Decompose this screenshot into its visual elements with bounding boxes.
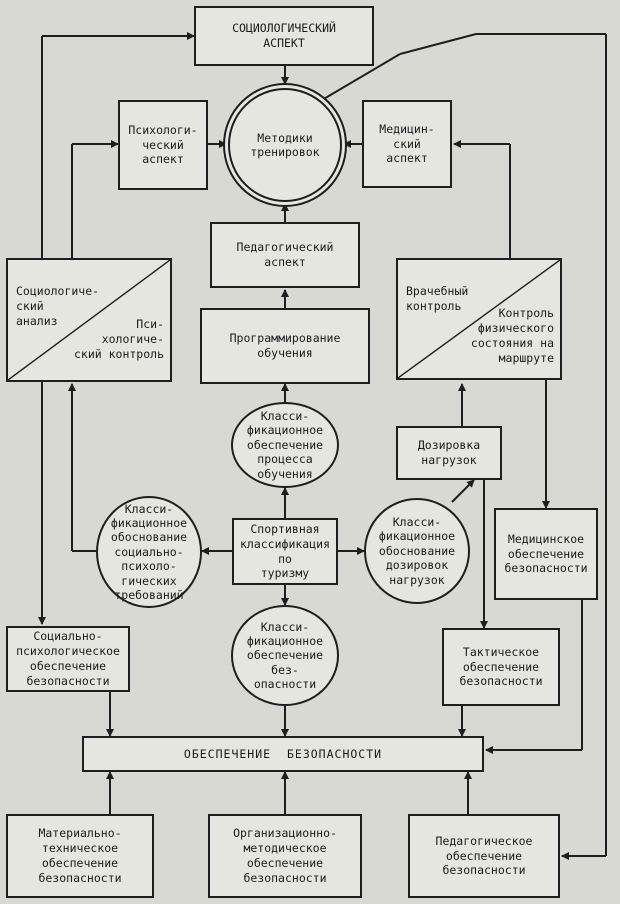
state-control-label: Контроль физического состояния на маршруте — [470, 306, 554, 366]
material-safety-label: Материально- техническое обеспечение безопасности — [38, 826, 122, 885]
tactical-safety-label: Тактическое обеспечение безопасности — [459, 644, 543, 689]
load-dosage-justification-label: Класси- фикационное обоснование дозировок нагрузок — [378, 515, 456, 587]
sociological-aspect-node — [194, 6, 374, 66]
pedagogical-safety-node — [408, 814, 560, 898]
sport-classification-label: Спортивная классификация по туризму — [239, 521, 330, 581]
programming-label: Программирование обучения — [229, 331, 341, 360]
medical-control-node — [396, 258, 562, 380]
training-methods-node — [228, 88, 342, 202]
medical-safety-label: Медицинское обеспечение безопасности — [504, 531, 588, 576]
organizational-safety-label: Организационно- методическое обеспечение безопасности — [233, 826, 337, 885]
classification-learning-node — [231, 402, 339, 488]
training-methods-label: Методики тренировок — [250, 130, 320, 159]
socio-psych-requirements-node — [96, 496, 202, 608]
programming-node — [200, 308, 370, 384]
load-dosage-justification-node — [364, 498, 470, 604]
medical-safety-node — [494, 508, 598, 600]
tactical-safety-node — [442, 628, 560, 706]
sport-classification-node — [232, 518, 338, 585]
load-dosage-label: Дозировка нагрузок — [417, 438, 481, 467]
classification-safety-node — [231, 605, 339, 706]
socio-psych-safety-label: Социально- психологическое обеспечение безопасности — [16, 629, 120, 688]
classification-learning-label: Класси- фикационное обеспечение процесса обучения — [246, 409, 324, 481]
pedagogical-aspect-node — [210, 222, 360, 288]
psychological-control-label: Пси- хологиче- ский контроль — [73, 317, 164, 362]
sociological-analysis-node — [6, 258, 172, 382]
psychological-aspect-label: Психологи- ческий аспект — [128, 122, 198, 167]
psychological-aspect-node — [118, 100, 208, 190]
medical-aspect-label: Медицин- ский аспект — [379, 121, 435, 166]
socio-psych-safety-node — [6, 626, 130, 692]
organizational-safety-node — [208, 814, 362, 898]
pedagogical-aspect-label: Педагогический аспект — [236, 240, 334, 269]
safety-provision-bar — [82, 736, 484, 772]
load-dosage-node — [396, 426, 502, 480]
medical-control-label: Врачебный контроль — [406, 284, 469, 313]
pedagogical-safety-label: Педагогическое обеспечение безопасности — [435, 833, 533, 878]
sociological-analysis-label: Социологиче- ский анализ — [16, 284, 100, 328]
sociological-aspect-label: СОЦИОЛОГИЧЕСКИЙ АСПЕКТ — [232, 21, 336, 50]
medical-aspect-node — [362, 100, 452, 188]
safety-provision-label: ОБЕСПЕЧЕНИЕ БЕЗОПАСНОСТИ — [183, 747, 383, 761]
socio-psych-requirements-label: Класси- фикационное обоснование социально- психоло- гических требований — [110, 501, 188, 602]
material-safety-node — [6, 814, 154, 898]
classification-safety-label: Класси- фикационное обеспечение без- опасности — [246, 619, 324, 692]
